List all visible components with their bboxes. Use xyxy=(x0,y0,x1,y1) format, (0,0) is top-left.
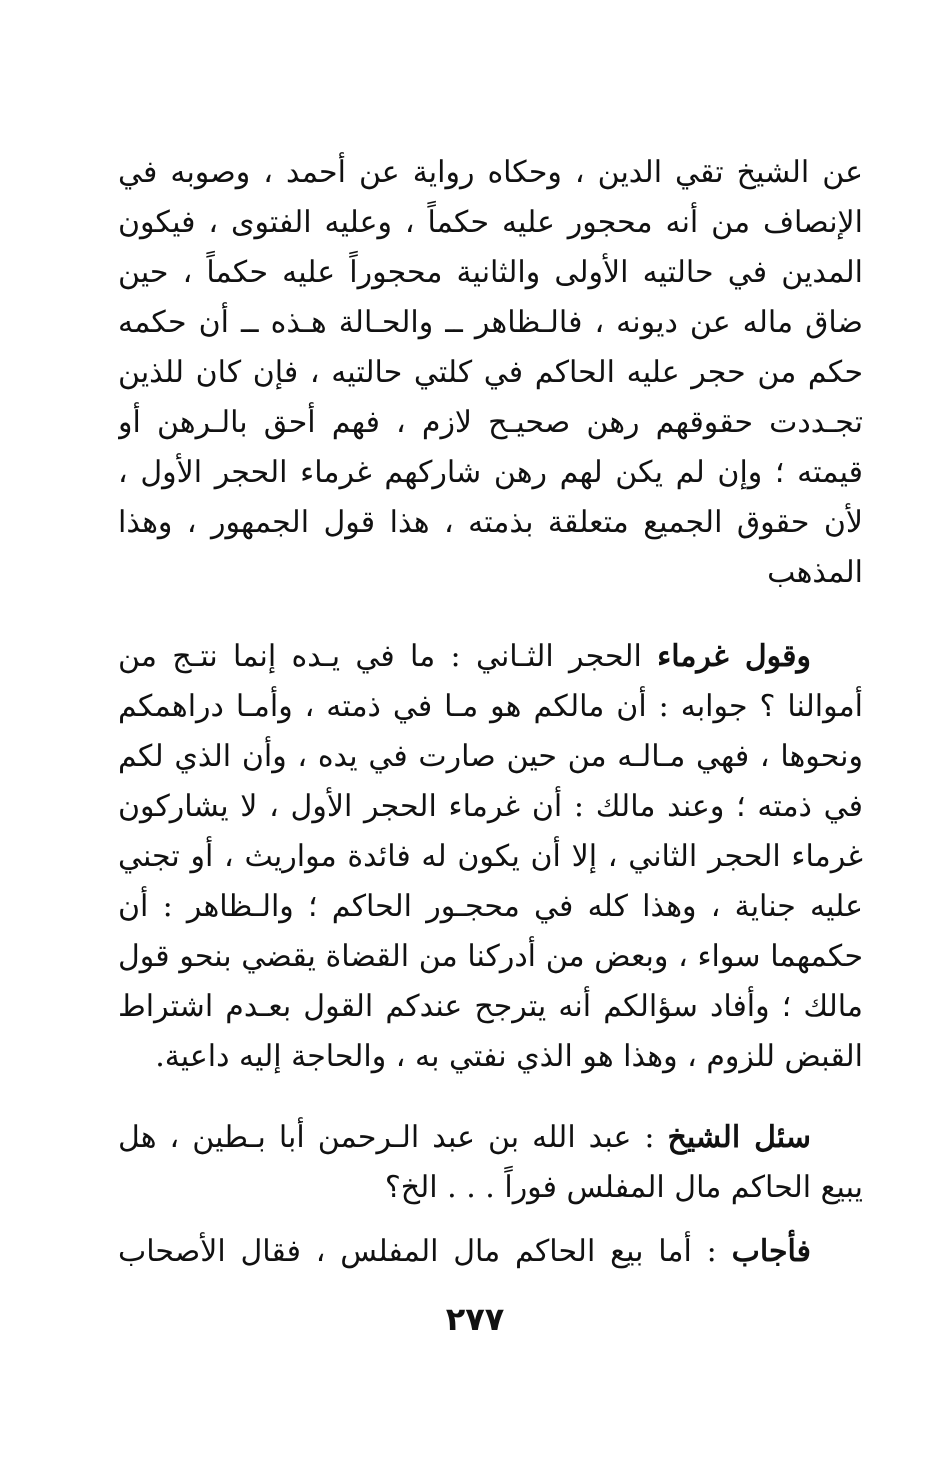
paragraph-2 xyxy=(118,632,863,1082)
text-line-first xyxy=(118,1227,863,1277)
text-line-first xyxy=(118,632,863,682)
page-number: ٢٧٧ xyxy=(445,1300,505,1338)
text-line: مالك ؛ وأفاد سؤالكم أنه يترجح عندكم القول بعـدم اشتراط xyxy=(118,989,863,1024)
question-lead: سئل الشيخ xyxy=(667,1120,811,1155)
text-line-first xyxy=(118,1113,863,1163)
text-line: في ذمته ؛ وعند مالك : أن غرماء الحجر الأول ، لا يشاركون xyxy=(118,789,863,824)
text-line: القبض للزوم ، وهذا هو الذي نفتي به ، والحاجة إليه داعية. xyxy=(155,1039,863,1074)
text-line-rest: الحجر الثـاني : ما في يـده إنما نتـج من xyxy=(118,639,642,674)
text-line: حكمهما سواء ، وبعض من أدركنا من القضاة يقضي بنحو قول xyxy=(118,939,863,974)
text-line: لأن حقوق الجميع متعلقة بذمته ، هذا قول الجمهور ، وهذا xyxy=(118,505,863,540)
text-line: ونحوها ، فهي مـالـه من حين صارت في يده ، وأن الذي لكم xyxy=(118,739,863,774)
text-line-rest: : عبد الله بن عبد الـرحمن أبا بـطين ، هل xyxy=(118,1120,655,1155)
text-line-rest: : أما بيع الحاكم مال المفلس ، فقال الأصحاب xyxy=(118,1234,717,1269)
text-line: المدين في حالتيه الأولى والثانية محجوراً عليه حكماً ، حين xyxy=(118,255,863,290)
paragraph-question xyxy=(118,1113,863,1213)
paragraph-lead: وقول غرماء xyxy=(657,639,811,674)
text-line: المذهب xyxy=(767,555,863,590)
text-line: حكم من حجر عليه الحاكم في كلتي حالتيه ، فإن كان للذين xyxy=(118,355,863,390)
text-line: تجـددت حقوقهم رهن صحيـح لازم ، فهم أحق بالـرهن أو xyxy=(118,405,863,440)
answer-lead: فأجاب xyxy=(731,1234,811,1269)
paragraph-answer xyxy=(118,1227,863,1277)
text-line: أموالنا ؟ جوابه : أن مالكم هو مـا في ذمته ، وأمـا دراهمكم xyxy=(118,689,863,724)
text-line: قيمته ؛ وإن لم يكن لهم رهن شاركهم غرماء الحجر الأول ، xyxy=(118,455,863,490)
text-line: الإنصاف من أنه محجور عليه حكماً ، وعليه الفتوى ، فيكون xyxy=(118,205,863,240)
text-line: ضاق ماله عن ديونه ، فالـظاهر ــ والحـالة هـذه ــ أن حكمه xyxy=(118,305,863,340)
text-line: غرماء الحجر الثاني ، إلا أن يكون له فائدة مواريث ، أو تجني xyxy=(118,839,863,874)
paragraph-1 xyxy=(118,148,863,598)
text-line: يبيع الحاكم مال المفلس فوراً . . . الخ؟ xyxy=(384,1170,863,1205)
text-line: عن الشيخ تقي الدين ، وحكاه رواية عن أحمد ، وصوبه في xyxy=(118,155,863,190)
text-line: عليه جناية ، وهذا كله في محجـور الحاكم ؛ والـظاهر : أن xyxy=(118,889,863,924)
